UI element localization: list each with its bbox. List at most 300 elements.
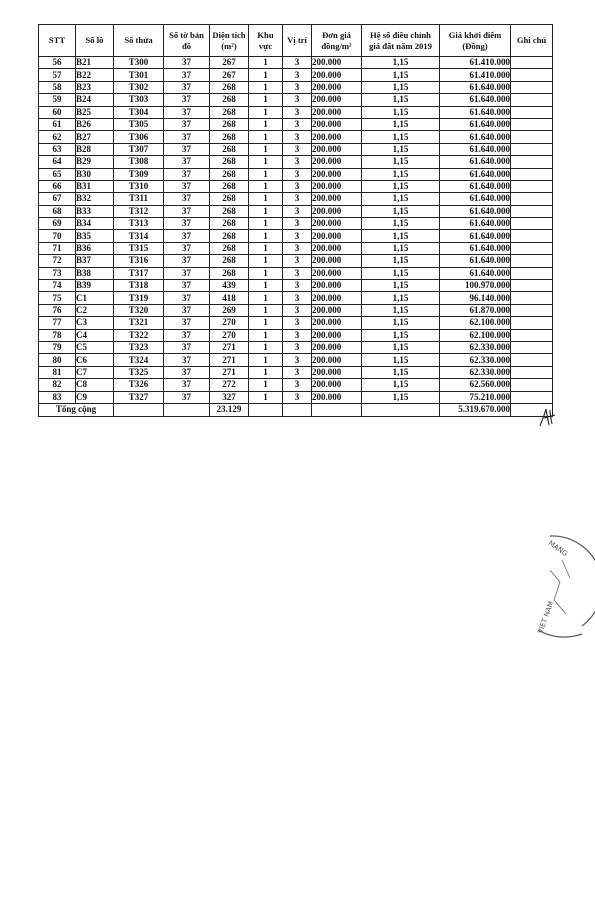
cell-gia-khoi-diem: 61.640.000 (440, 143, 511, 155)
cell-so-to-ban-do: 37 (164, 366, 210, 378)
cell-so-thua: T320 (114, 304, 164, 316)
cell-dien-tich: 268 (210, 193, 249, 205)
table-row (39, 81, 553, 93)
table-row (39, 391, 553, 403)
cell-ghi-chu (511, 366, 553, 378)
cell-so-to-ban-do: 37 (164, 94, 210, 106)
cell-don-gia: 200.000 (312, 81, 362, 93)
cell-stt: 60 (39, 106, 76, 118)
cell-stt: 72 (39, 255, 76, 267)
cell-he-so: 1,15 (362, 205, 440, 217)
table-row (39, 354, 553, 366)
cell-so-lo: C6 (76, 354, 114, 366)
cell-khu-vuc: 1 (249, 180, 283, 192)
cell-dien-tich: 271 (210, 366, 249, 378)
cell-vi-tri: 3 (283, 156, 312, 168)
cell-stt: 76 (39, 304, 76, 316)
cell-dien-tich: 268 (210, 230, 249, 242)
cell-gia-khoi-diem: 61.640.000 (440, 81, 511, 93)
cell-ghi-chu (511, 156, 553, 168)
cell-he-so: 1,15 (362, 230, 440, 242)
cell-khu-vuc: 1 (249, 329, 283, 341)
table-row (39, 230, 553, 242)
cell-dien-tich: 270 (210, 317, 249, 329)
cell-so-thua: T315 (114, 242, 164, 254)
cell-dien-tich: 268 (210, 156, 249, 168)
cell-so-lo: C3 (76, 317, 114, 329)
cell-vi-tri: 3 (283, 230, 312, 242)
stamp-text-bottom: VIET NAM (536, 600, 556, 635)
cell-khu-vuc: 1 (249, 242, 283, 254)
cell-so-thua: T302 (114, 81, 164, 93)
cell-gia-khoi-diem: 61.640.000 (440, 106, 511, 118)
cell-khu-vuc: 1 (249, 304, 283, 316)
cell-don-gia: 200.000 (312, 255, 362, 267)
cell-so-to-ban-do: 37 (164, 143, 210, 155)
cell-ghi-chu (511, 57, 553, 69)
cell-so-thua: T310 (114, 180, 164, 192)
cell-dien-tich: 271 (210, 341, 249, 353)
cell-don-gia: 200.000 (312, 242, 362, 254)
cell-vi-tri: 3 (283, 118, 312, 130)
cell-so-lo: B32 (76, 193, 114, 205)
cell-so-to-ban-do: 37 (164, 118, 210, 130)
cell-gia-khoi-diem: 75.210.000 (440, 391, 511, 403)
cell-khu-vuc: 1 (249, 255, 283, 267)
cell-so-lo: B38 (76, 267, 114, 279)
cell-so-lo: B25 (76, 106, 114, 118)
table-row (39, 69, 553, 81)
cell-ghi-chu (511, 255, 553, 267)
header-he-so: Hệ số điều chỉnh giá đất năm 2019 (362, 25, 440, 57)
cell-vi-tri: 3 (283, 242, 312, 254)
cell-khu-vuc: 1 (249, 94, 283, 106)
cell-khu-vuc: 1 (249, 143, 283, 155)
cell-stt: 80 (39, 354, 76, 366)
table-row (39, 106, 553, 118)
cell-stt: 56 (39, 57, 76, 69)
cell-vi-tri: 3 (283, 81, 312, 93)
cell-so-to-ban-do: 37 (164, 292, 210, 304)
cell-stt: 57 (39, 69, 76, 81)
cell-ghi-chu (511, 292, 553, 304)
cell-ghi-chu (511, 341, 553, 353)
table-row (39, 118, 553, 130)
cell-stt: 66 (39, 180, 76, 192)
cell-he-so: 1,15 (362, 379, 440, 391)
cell-so-to-ban-do: 37 (164, 329, 210, 341)
cell-so-thua: T323 (114, 341, 164, 353)
cell-so-to-ban-do: 37 (164, 354, 210, 366)
cell-stt: 79 (39, 341, 76, 353)
cell-so-to-ban-do: 37 (164, 57, 210, 69)
cell-ghi-chu (511, 329, 553, 341)
cell-he-so: 1,15 (362, 280, 440, 292)
cell-khu-vuc: 1 (249, 280, 283, 292)
cell-don-gia: 200.000 (312, 94, 362, 106)
cell-vi-tri: 3 (283, 354, 312, 366)
cell-he-so: 1,15 (362, 341, 440, 353)
cell-he-so: 1,15 (362, 218, 440, 230)
cell-khu-vuc: 1 (249, 193, 283, 205)
cell-stt: 59 (39, 94, 76, 106)
cell-so-thua: T305 (114, 118, 164, 130)
cell-so-lo: B39 (76, 280, 114, 292)
cell-khu-vuc: 1 (249, 57, 283, 69)
cell-vi-tri: 3 (283, 329, 312, 341)
cell-don-gia: 200.000 (312, 193, 362, 205)
cell-gia-khoi-diem: 62.330.000 (440, 341, 511, 353)
cell-stt: 69 (39, 218, 76, 230)
cell-vi-tri: 3 (283, 69, 312, 81)
cell-vi-tri: 3 (283, 57, 312, 69)
cell-vi-tri: 3 (283, 317, 312, 329)
cell-stt: 81 (39, 366, 76, 378)
cell-so-to-ban-do: 37 (164, 379, 210, 391)
cell-ghi-chu (511, 391, 553, 403)
cell-dien-tich: 267 (210, 57, 249, 69)
cell-dien-tich: 268 (210, 218, 249, 230)
cell-dien-tich: 268 (210, 94, 249, 106)
cell-gia-khoi-diem: 61.410.000 (440, 69, 511, 81)
total-row (39, 403, 553, 416)
cell-vi-tri: 3 (283, 205, 312, 217)
total-label: Tổng cộng (39, 403, 114, 416)
cell-don-gia: 200.000 (312, 267, 362, 279)
cell-he-so: 1,15 (362, 292, 440, 304)
cell-so-lo: B37 (76, 255, 114, 267)
cell-so-to-ban-do: 37 (164, 218, 210, 230)
cell-so-thua: T327 (114, 391, 164, 403)
cell-ghi-chu (511, 180, 553, 192)
cell-vi-tri: 3 (283, 280, 312, 292)
table-row (39, 255, 553, 267)
official-stamp-seal (520, 530, 595, 640)
cell-dien-tich: 269 (210, 304, 249, 316)
cell-gia-khoi-diem: 61.640.000 (440, 180, 511, 192)
cell-gia-khoi-diem: 96.140.000 (440, 292, 511, 304)
cell-dien-tich: 418 (210, 292, 249, 304)
table-row (39, 131, 553, 143)
cell-so-lo: B33 (76, 205, 114, 217)
cell-so-lo: C7 (76, 366, 114, 378)
table-row (39, 94, 553, 106)
cell-dien-tich: 268 (210, 131, 249, 143)
cell-ghi-chu (511, 94, 553, 106)
table-row (39, 193, 553, 205)
cell-vi-tri: 3 (283, 180, 312, 192)
cell-so-thua: T311 (114, 193, 164, 205)
cell-don-gia: 200.000 (312, 317, 362, 329)
cell-he-so: 1,15 (362, 81, 440, 93)
cell-he-so: 1,15 (362, 304, 440, 316)
cell-stt: 74 (39, 280, 76, 292)
table-row (39, 168, 553, 180)
cell-don-gia: 200.000 (312, 366, 362, 378)
cell-ghi-chu (511, 131, 553, 143)
cell-stt: 61 (39, 118, 76, 130)
cell-vi-tri: 3 (283, 341, 312, 353)
cell-gia-khoi-diem: 61.640.000 (440, 218, 511, 230)
cell-so-to-ban-do: 37 (164, 391, 210, 403)
cell-so-lo: B22 (76, 69, 114, 81)
cell-dien-tich: 271 (210, 354, 249, 366)
table-row (39, 341, 553, 353)
cell-vi-tri: 3 (283, 267, 312, 279)
total-empty-cell (283, 403, 312, 416)
cell-so-lo: C9 (76, 391, 114, 403)
cell-ghi-chu (511, 193, 553, 205)
cell-stt: 75 (39, 292, 76, 304)
table-body (39, 57, 553, 404)
cell-he-so: 1,15 (362, 180, 440, 192)
cell-so-thua: T306 (114, 131, 164, 143)
cell-so-thua: T313 (114, 218, 164, 230)
cell-ghi-chu (511, 317, 553, 329)
cell-so-lo: B31 (76, 180, 114, 192)
cell-don-gia: 200.000 (312, 304, 362, 316)
cell-so-thua: T308 (114, 156, 164, 168)
cell-gia-khoi-diem: 61.640.000 (440, 156, 511, 168)
cell-so-to-ban-do: 37 (164, 69, 210, 81)
cell-don-gia: 200.000 (312, 69, 362, 81)
cell-dien-tich: 268 (210, 267, 249, 279)
land-price-sheet (38, 24, 553, 417)
cell-he-so: 1,15 (362, 242, 440, 254)
table-header (39, 25, 553, 57)
cell-dien-tich: 268 (210, 106, 249, 118)
cell-so-lo: B21 (76, 57, 114, 69)
cell-so-thua: T324 (114, 354, 164, 366)
cell-stt: 64 (39, 156, 76, 168)
cell-he-so: 1,15 (362, 168, 440, 180)
cell-so-lo: B28 (76, 143, 114, 155)
cell-gia-khoi-diem: 61.640.000 (440, 242, 511, 254)
cell-ghi-chu (511, 168, 553, 180)
cell-he-so: 1,15 (362, 143, 440, 155)
cell-vi-tri: 3 (283, 304, 312, 316)
table-row (39, 267, 553, 279)
cell-vi-tri: 3 (283, 143, 312, 155)
cell-he-so: 1,15 (362, 317, 440, 329)
cell-stt: 58 (39, 81, 76, 93)
cell-ghi-chu (511, 106, 553, 118)
cell-so-to-ban-do: 37 (164, 205, 210, 217)
cell-ghi-chu (511, 267, 553, 279)
header-gia-khoi-diem: Giá khởi điểm (Đồng) (440, 25, 511, 57)
cell-he-so: 1,15 (362, 255, 440, 267)
table-row (39, 366, 553, 378)
cell-so-lo: C8 (76, 379, 114, 391)
stamp-text-top: MANG (546, 539, 570, 558)
cell-gia-khoi-diem: 61.640.000 (440, 267, 511, 279)
cell-so-to-ban-do: 37 (164, 267, 210, 279)
cell-vi-tri: 3 (283, 218, 312, 230)
cell-khu-vuc: 1 (249, 366, 283, 378)
cell-khu-vuc: 1 (249, 131, 283, 143)
cell-stt: 65 (39, 168, 76, 180)
cell-he-so: 1,15 (362, 69, 440, 81)
cell-stt: 67 (39, 193, 76, 205)
total-empty-cell (249, 403, 283, 416)
cell-stt: 83 (39, 391, 76, 403)
table-row (39, 379, 553, 391)
cell-vi-tri: 3 (283, 292, 312, 304)
cell-khu-vuc: 1 (249, 156, 283, 168)
cell-so-thua: T307 (114, 143, 164, 155)
cell-so-thua: T309 (114, 168, 164, 180)
cell-gia-khoi-diem: 61.640.000 (440, 168, 511, 180)
table-row (39, 218, 553, 230)
cell-stt: 77 (39, 317, 76, 329)
cell-he-so: 1,15 (362, 391, 440, 403)
cell-so-lo: B24 (76, 94, 114, 106)
cell-gia-khoi-diem: 61.640.000 (440, 94, 511, 106)
total-starting-price: 5.319.670.000 (440, 403, 511, 416)
cell-so-to-ban-do: 37 (164, 230, 210, 242)
cell-so-thua: T303 (114, 94, 164, 106)
cell-ghi-chu (511, 118, 553, 130)
land-price-table (38, 24, 553, 417)
cell-ghi-chu (511, 354, 553, 366)
cell-gia-khoi-diem: 61.870.000 (440, 304, 511, 316)
cell-don-gia: 200.000 (312, 280, 362, 292)
table-row (39, 329, 553, 341)
table-row (39, 57, 553, 69)
cell-gia-khoi-diem: 62.560.000 (440, 379, 511, 391)
cell-stt: 63 (39, 143, 76, 155)
cell-don-gia: 200.000 (312, 391, 362, 403)
cell-so-thua: T304 (114, 106, 164, 118)
cell-khu-vuc: 1 (249, 81, 283, 93)
cell-dien-tich: 268 (210, 205, 249, 217)
cell-dien-tich: 268 (210, 242, 249, 254)
cell-stt: 62 (39, 131, 76, 143)
cell-ghi-chu (511, 81, 553, 93)
cell-stt: 78 (39, 329, 76, 341)
cell-ghi-chu (511, 218, 553, 230)
cell-so-to-ban-do: 37 (164, 193, 210, 205)
cell-gia-khoi-diem: 62.100.000 (440, 329, 511, 341)
cell-so-thua: T301 (114, 69, 164, 81)
cell-so-lo: B26 (76, 118, 114, 130)
table-row (39, 242, 553, 254)
cell-don-gia: 200.000 (312, 329, 362, 341)
header-so-thua: Số thửa (114, 25, 164, 57)
table-row (39, 280, 553, 292)
table-row (39, 180, 553, 192)
cell-so-to-ban-do: 37 (164, 317, 210, 329)
cell-so-thua: T321 (114, 317, 164, 329)
cell-don-gia: 200.000 (312, 143, 362, 155)
cell-vi-tri: 3 (283, 379, 312, 391)
cell-gia-khoi-diem: 62.100.000 (440, 317, 511, 329)
total-empty-cell (114, 403, 164, 416)
header-khu-vuc: Khu vực (249, 25, 283, 57)
cell-so-lo: B27 (76, 131, 114, 143)
cell-he-so: 1,15 (362, 57, 440, 69)
cell-so-thua: T300 (114, 57, 164, 69)
cell-gia-khoi-diem: 61.640.000 (440, 193, 511, 205)
cell-ghi-chu (511, 379, 553, 391)
cell-so-lo: B36 (76, 242, 114, 254)
cell-don-gia: 200.000 (312, 292, 362, 304)
cell-don-gia: 200.000 (312, 156, 362, 168)
cell-khu-vuc: 1 (249, 168, 283, 180)
table-row (39, 156, 553, 168)
cell-vi-tri: 3 (283, 94, 312, 106)
cell-gia-khoi-diem: 61.640.000 (440, 255, 511, 267)
cell-so-to-ban-do: 37 (164, 341, 210, 353)
cell-vi-tri: 3 (283, 131, 312, 143)
cell-khu-vuc: 1 (249, 218, 283, 230)
cell-dien-tich: 272 (210, 379, 249, 391)
cell-gia-khoi-diem: 61.640.000 (440, 118, 511, 130)
cell-he-so: 1,15 (362, 267, 440, 279)
cell-khu-vuc: 1 (249, 341, 283, 353)
cell-so-to-ban-do: 37 (164, 106, 210, 118)
cell-ghi-chu (511, 205, 553, 217)
cell-khu-vuc: 1 (249, 379, 283, 391)
cell-don-gia: 200.000 (312, 230, 362, 242)
cell-he-so: 1,15 (362, 118, 440, 130)
table-footer (39, 403, 553, 416)
cell-gia-khoi-diem: 61.410.000 (440, 57, 511, 69)
cell-so-to-ban-do: 37 (164, 255, 210, 267)
cell-so-lo: B35 (76, 230, 114, 242)
cell-so-thua: T316 (114, 255, 164, 267)
cell-ghi-chu (511, 280, 553, 292)
cell-so-thua: T322 (114, 329, 164, 341)
cell-so-thua: T314 (114, 230, 164, 242)
cell-ghi-chu (511, 69, 553, 81)
cell-khu-vuc: 1 (249, 205, 283, 217)
header-ghi-chu: Ghi chú (511, 25, 553, 57)
cell-ghi-chu (511, 242, 553, 254)
cell-khu-vuc: 1 (249, 230, 283, 242)
cell-he-so: 1,15 (362, 366, 440, 378)
cell-so-lo: B23 (76, 81, 114, 93)
cell-dien-tich: 268 (210, 81, 249, 93)
cell-don-gia: 200.000 (312, 118, 362, 130)
cell-ghi-chu (511, 143, 553, 155)
cell-dien-tich: 268 (210, 118, 249, 130)
cell-so-thua: T319 (114, 292, 164, 304)
header-vi-tri: Vị trí (283, 25, 312, 57)
cell-dien-tich: 267 (210, 69, 249, 81)
cell-dien-tich: 268 (210, 143, 249, 155)
cell-so-lo: C1 (76, 292, 114, 304)
cell-dien-tich: 270 (210, 329, 249, 341)
cell-don-gia: 200.000 (312, 354, 362, 366)
cell-so-thua: T312 (114, 205, 164, 217)
cell-vi-tri: 3 (283, 106, 312, 118)
cell-khu-vuc: 1 (249, 69, 283, 81)
cell-so-to-ban-do: 37 (164, 304, 210, 316)
cell-khu-vuc: 1 (249, 354, 283, 366)
cell-don-gia: 200.000 (312, 180, 362, 192)
cell-don-gia: 200.000 (312, 379, 362, 391)
cell-so-to-ban-do: 37 (164, 242, 210, 254)
cell-khu-vuc: 1 (249, 292, 283, 304)
cell-khu-vuc: 1 (249, 118, 283, 130)
cell-stt: 73 (39, 267, 76, 279)
cell-stt: 70 (39, 230, 76, 242)
cell-stt: 68 (39, 205, 76, 217)
cell-don-gia: 200.000 (312, 218, 362, 230)
cell-vi-tri: 3 (283, 255, 312, 267)
cell-so-thua: T326 (114, 379, 164, 391)
